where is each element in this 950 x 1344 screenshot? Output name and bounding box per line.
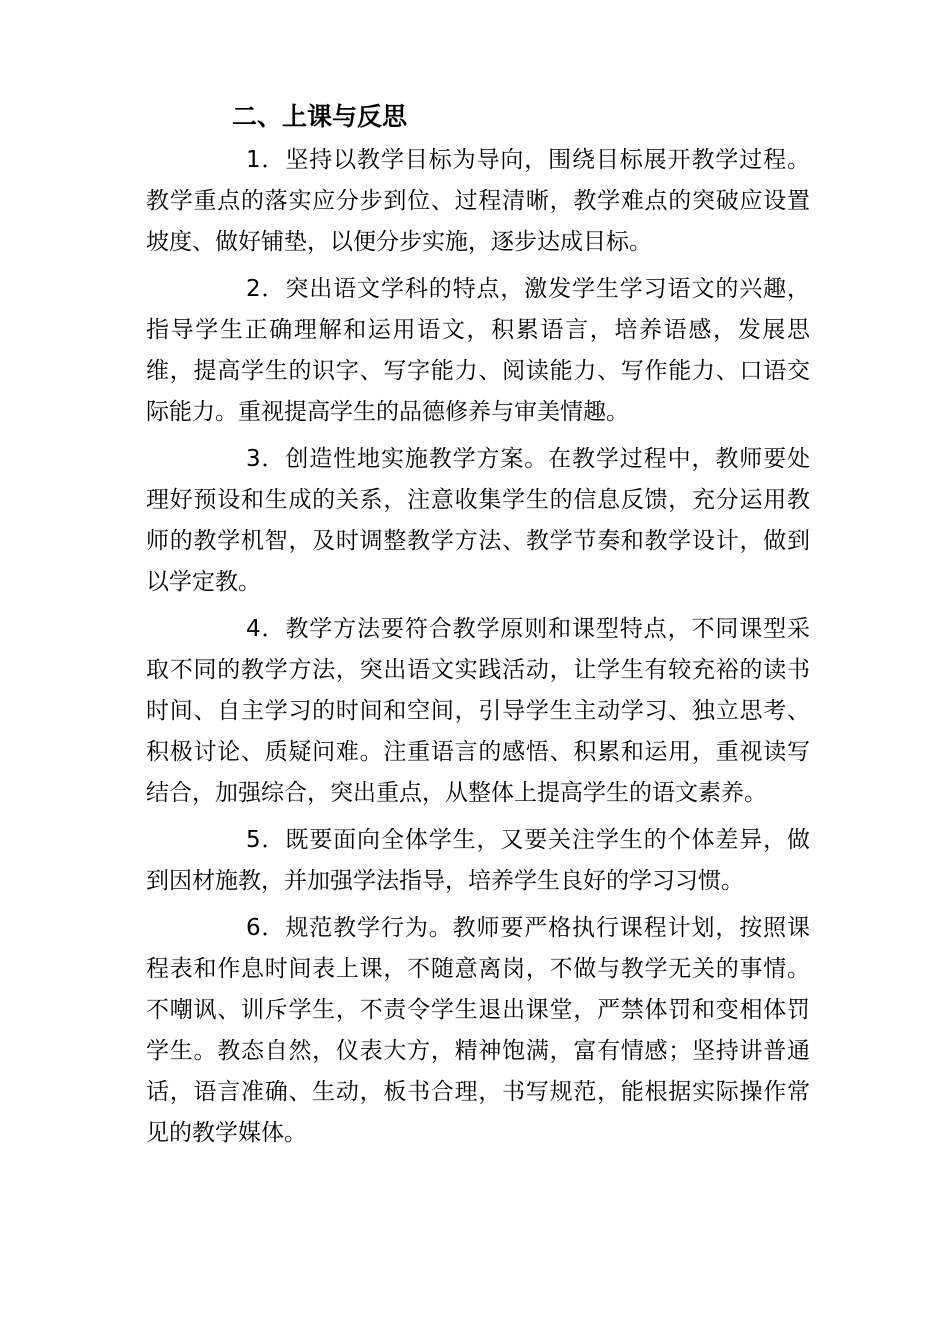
paragraph-1: 1．坚持以教学目标为导向，围绕目标展开教学过程。教学重点的落实应分步到位、过程清晰，教学难点的突破应设置坡度、做好铺垫，以便分步实施，逐步达成目标。 [146, 147, 810, 255]
paragraph-3: 3．创造性地实施教学方案。在教学过程中，教师要处理好预设和生成的关系，注意收集学生的信息反馈，充分运用教师的教学机智，及时调整教学方法、教学节奏和教学设计，做到以学定教。 [146, 446, 810, 595]
section-body [146, 140, 810, 1160]
section-heading: 二、上课与反思 [232, 102, 408, 131]
paragraph-5: 5．既要面向全体学生，又要关注学生的个体差异，做到因材施教，并加强学法指导，培养学生良好的学习习惯。 [146, 827, 810, 894]
paragraph-2: 2．突出语文学科的特点，激发学生学习语文的兴趣，指导学生正确理解和运用语文，积累语言，培养语感，发展思维，提高学生的识字、写字能力、阅读能力、写作能力、口语交际能力。重视提高学生的品德修养与审美情趣。 [146, 276, 810, 425]
paragraph-4: 4．教学方法要符合教学原则和课型特点，不同课型采取不同的教学方法，突出语文实践活动，让学生有较充裕的读书时间、自主学习的时间和空间，引导学生主动学习、独立思考、积极讨论、质疑问难。注重语言的感悟、积累和运用，重视读写结合，加强综合，突出重点，从整体上提高学生的语文素养。 [146, 616, 810, 806]
paragraph-6: 6．规范教学行为。教师要严格执行课程计划，按照课程表和作息时间表上课，不随意离岗，不做与教学无关的事情。不嘲讽、训斥学生，不责令学生退出课堂，严禁体罚和变相体罚学生。教态自然，仪表大方，精神饱满，富有情感；坚持讲普通话，语言准确、生动，板书合理，书写规范，能根据实际操作常见的教学媒体。 [146, 915, 810, 1146]
